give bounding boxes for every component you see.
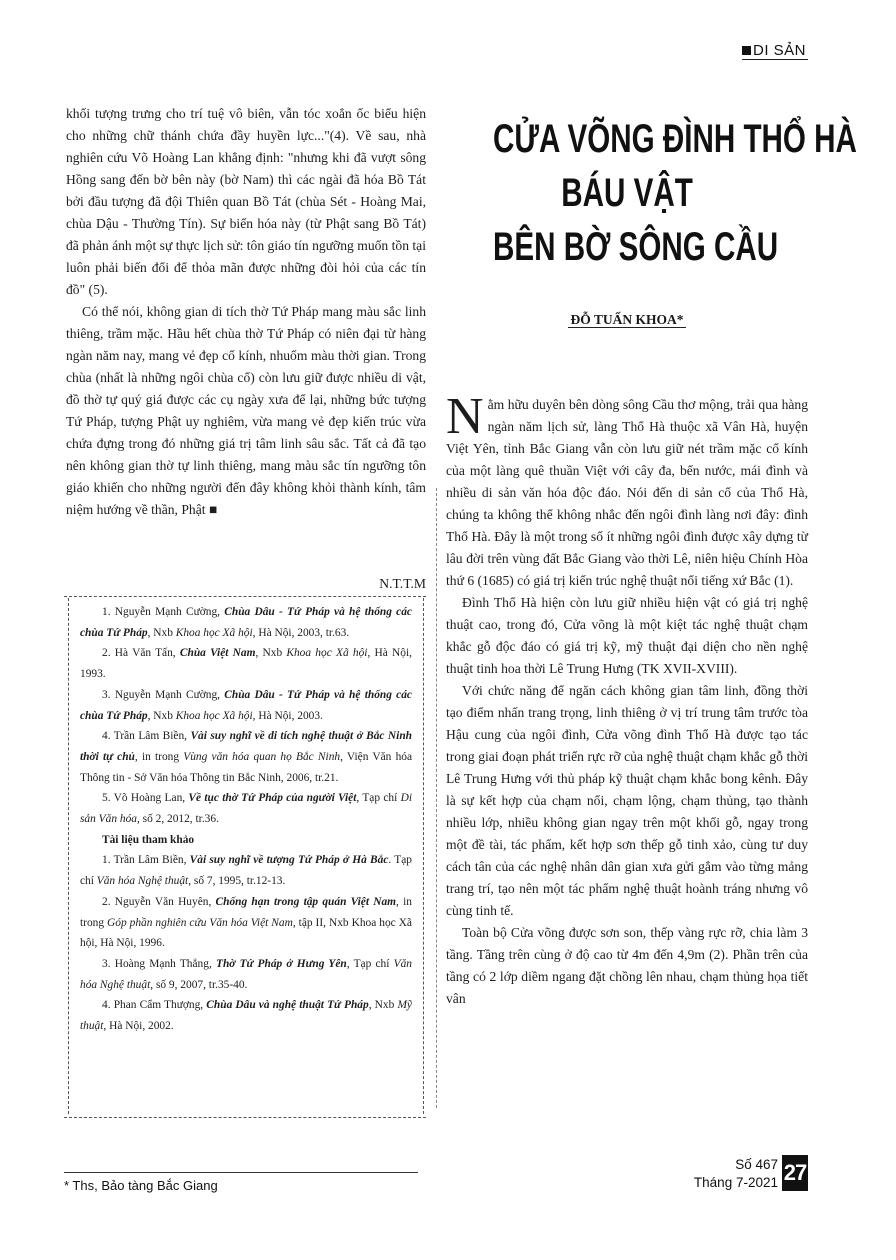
signature: N.T.T.M: [379, 576, 426, 591]
article-title: [446, 112, 857, 274]
title-line-3: BÊN BỜ SÔNG CẦU: [493, 225, 779, 269]
references-box-left-border: [68, 598, 69, 1114]
references-list: [80, 602, 412, 1037]
left-paragraph-1: khối tượng trưng cho trí tuệ vô biên, vẫn tóc xoắn ốc biểu hiện cho những chữ thánh chứa đầy huyền lực..."(4). Về sau, nhà nghiên cứu Võ Hoàng Lan khẳng định: "nhưng khi đã vượt sông Hồng sang đến bờ bên này (bờ Nam) thì các ngài đã hóa Bồ Tát bởi đầu tượng đã đội Thiên quan Bồ Tát (chùa Sét - Hoàng Mai, chùa Dậu - Thường Tín). Sự biến hóa này (từ Phật sang Bồ Tát) đã phản ánh một sự thực lịch sử: tôn giáo tín ngưỡng muốn tồn tại luôn phải biến đổi để thỏa mãn được những đòi hỏi của các tín đồ" (5).: [66, 106, 426, 297]
reference-item: 2. Hà Văn Tấn, Chùa Việt Nam, Nxb Khoa học Xã hội, Hà Nội, 1993.: [80, 647, 412, 681]
reference-item: 1. Nguyễn Mạnh Cường, Chùa Dâu - Tứ Pháp và hệ thống các chùa Tứ Pháp, Nxb Khoa học Xã hội, Hà Nội, 2003, tr.63.: [80, 606, 412, 639]
square-bullet-icon: [742, 46, 751, 55]
further-reading-item: 4. Phan Cẩm Thượng, Chùa Dâu và nghệ thuật Tứ Pháp, Nxb Mỹ thuật, Hà Nội, 2002.: [80, 999, 412, 1033]
issue-info: [660, 1156, 778, 1192]
reference-item: 5. Võ Hoàng Lan, Về tục thờ Tứ Pháp của người Việt, Tạp chí Di sản Văn hóa, số 2, 2012, tr.36.: [80, 792, 412, 826]
references-box-right-border: [423, 598, 424, 1114]
left-paragraph-2-text: Có thể nói, không gian di tích thờ Tứ Pháp mang màu sắc linh thiêng, trầm mặc. Hầu hết chùa thờ Tứ Pháp có niên đại từ hàng ngàn năm nay, mang vẻ đẹp cổ kính, nhuốm màu thời gian. Trong chùa (nhất là những ngôi chùa cổ) còn lưu giữ được nhiều di vật, đồ thờ tự quý giá được các cụ ngày xưa để lại, những bức tượng Tứ Pháp, tượng Phật uy nghiêm, vừa mang vẻ đẹp kiến trúc vừa chứa đựng trong đó những giá trị tâm linh sâu sắc. Tất cả đã tạo nên không gian thờ tự linh thiêng, mang màu sắc tín ngưỡng tôn giáo khiến cho những người đến đây không khỏi thành kính, tâm niệm hướng về thần, Phật: [66, 304, 426, 517]
right-paragraph-4: Toàn bộ Cửa võng được sơn son, thếp vàng rực rỡ, chia làm 3 tầng. Tầng trên cùng ở độ cao từ 4m đến 4,9m (2). Phần trên của tầng có 2 lớp diềm ngang đặt chồng lên nhau, chạm thủng họa tiết vân: [446, 925, 808, 1006]
right-paragraph-2: Đình Thổ Hà hiện còn lưu giữ nhiều hiện vật có giá trị nghệ thuật cao, trong đó, Cửa võng là một kiệt tác nghệ thuật chạm khắc gỗ độc đáo có giá trị kỹ, mỹ thuật đại diện cho nền nghệ thuật tinh hoa thời Lê Trung Hưng (TK XVII-XVIII).: [446, 595, 808, 676]
further-reading-item: 1. Trần Lâm Biền, Vài suy nghĩ về tượng Tứ Pháp ở Hà Bắc. Tạp chí Văn hóa Nghệ thuật, số 7, 1995, tr.12-13.: [80, 854, 412, 888]
right-paragraph-1-text: ằm hữu duyên bên dòng sông Cầu thơ mộng, trải qua hàng ngàn năm lịch sử, làng Thổ Hà thuộc xã Vân Hà, huyện Việt Yên, tỉnh Bắc Giang vẫn còn lưu giữ nét trầm mặc cổ kính của một làng quê thuần Việt với cây đa, bến nước, mái đình và nhiều di sản văn hóa độc đáo. Nói đến di sản cổ của Thổ Hà, chúng ta không thể không nhắc đến ngôi đình làng nơi đây: đình Thổ Hà. Đây là một trong số ít những ngôi đình được xây dựng từ lâu đời trên vùng đất Bắc Giang vào thời Lê, niên hiệu Chính Hòa thứ 6 (1685) có giá trị kiến trúc nghệ thuật nổi tiếng xứ Bắc (1).: [446, 397, 808, 588]
right-column: [446, 388, 808, 1010]
page-number: 27: [782, 1155, 808, 1191]
reference-item: 3. Nguyễn Mạnh Cường, Chùa Dâu - Tứ Pháp và hệ thống các chùa Tứ Pháp, Nxb Khoa học Xã hội, Hà Nội, 2003.: [80, 688, 412, 722]
column-divider: [436, 488, 437, 1108]
left-paragraph-2: [66, 301, 426, 521]
author-name: ĐỖ TUẤN KHOA*: [570, 312, 684, 327]
author-footnote: * Ths, Bảo tàng Bắc Giang: [64, 1178, 218, 1193]
further-reading-item: 2. Nguyễn Văn Huyên, Chống hạn trong tập quán Việt Nam, in trong Góp phần nghiên cứu Văn hóa Việt Nam, tập II, Nxb Khoa học Xã hội, Hà Nội, 1996.: [80, 895, 412, 950]
drop-cap: N: [446, 388, 484, 445]
section-tag: [742, 42, 808, 60]
further-reading-item: 3. Hoàng Mạnh Thắng, Thờ Tứ Pháp ở Hưng Yên, Tạp chí Văn hóa Nghệ thuật, số 9, 2007, tr.35-40.: [80, 957, 412, 991]
left-column: [66, 103, 426, 521]
author-byline: [446, 312, 808, 328]
section-label: DI SẢN: [752, 42, 806, 59]
right-paragraph-3: Với chức năng để ngăn cách không gian tâm linh, đồng thời tạo điểm nhấn trang trọng, linh thiêng ở vị trí trung tâm trước tòa Hậu cung của ngôi đình, Cửa võng đình Thổ Hà được tạo tác trong giai đoạn phát triển rực rỡ của nghệ thuật chạm khắc gỗ thời Lê Trung Hưng với thủ pháp kỹ thuật chạm khắc bong kênh. Đây là sự kết hợp của chạm nổi, chạm lộng, chạm thủng, tạo thành nhiều lớp, nhiều không gian ngay trên một khối gỗ, ngay trong một đề tài, tác phẩm, kết hợp sơn thếp gỗ tinh xảo, cùng tư duy cách tân của các nghệ nhân dân gian xưa gửi gắm vào từng mảng trang trí, tạo nên một tác phẩm nghệ thuật hoành tráng nhưng vô cùng tinh tế.: [446, 683, 808, 918]
issue-date: Tháng 7-2021: [693, 1175, 778, 1190]
issue-number: Số 467: [735, 1157, 778, 1172]
title-line-1: CỬA VÕNG ĐÌNH THỔ HÀ: [493, 117, 857, 161]
reference-item: 4. Trần Lâm Biền, Vài suy nghĩ về di tích nghệ thuật ở Bắc Ninh thời tự chủ, in trong Vùng văn hóa quan họ Bắc Ninh, Viện Văn hóa Thông tin - Sở Văn hóa Thông tin Bắc Ninh, 2006, tr.21.: [80, 730, 413, 784]
right-paragraph-1: [446, 388, 808, 592]
further-reading-heading: Tài liệu tham khảo: [102, 833, 195, 846]
end-mark: ■: [208, 502, 218, 517]
footnote-rule: [64, 1172, 418, 1173]
title-line-2: BÁU VẬT: [561, 171, 693, 215]
